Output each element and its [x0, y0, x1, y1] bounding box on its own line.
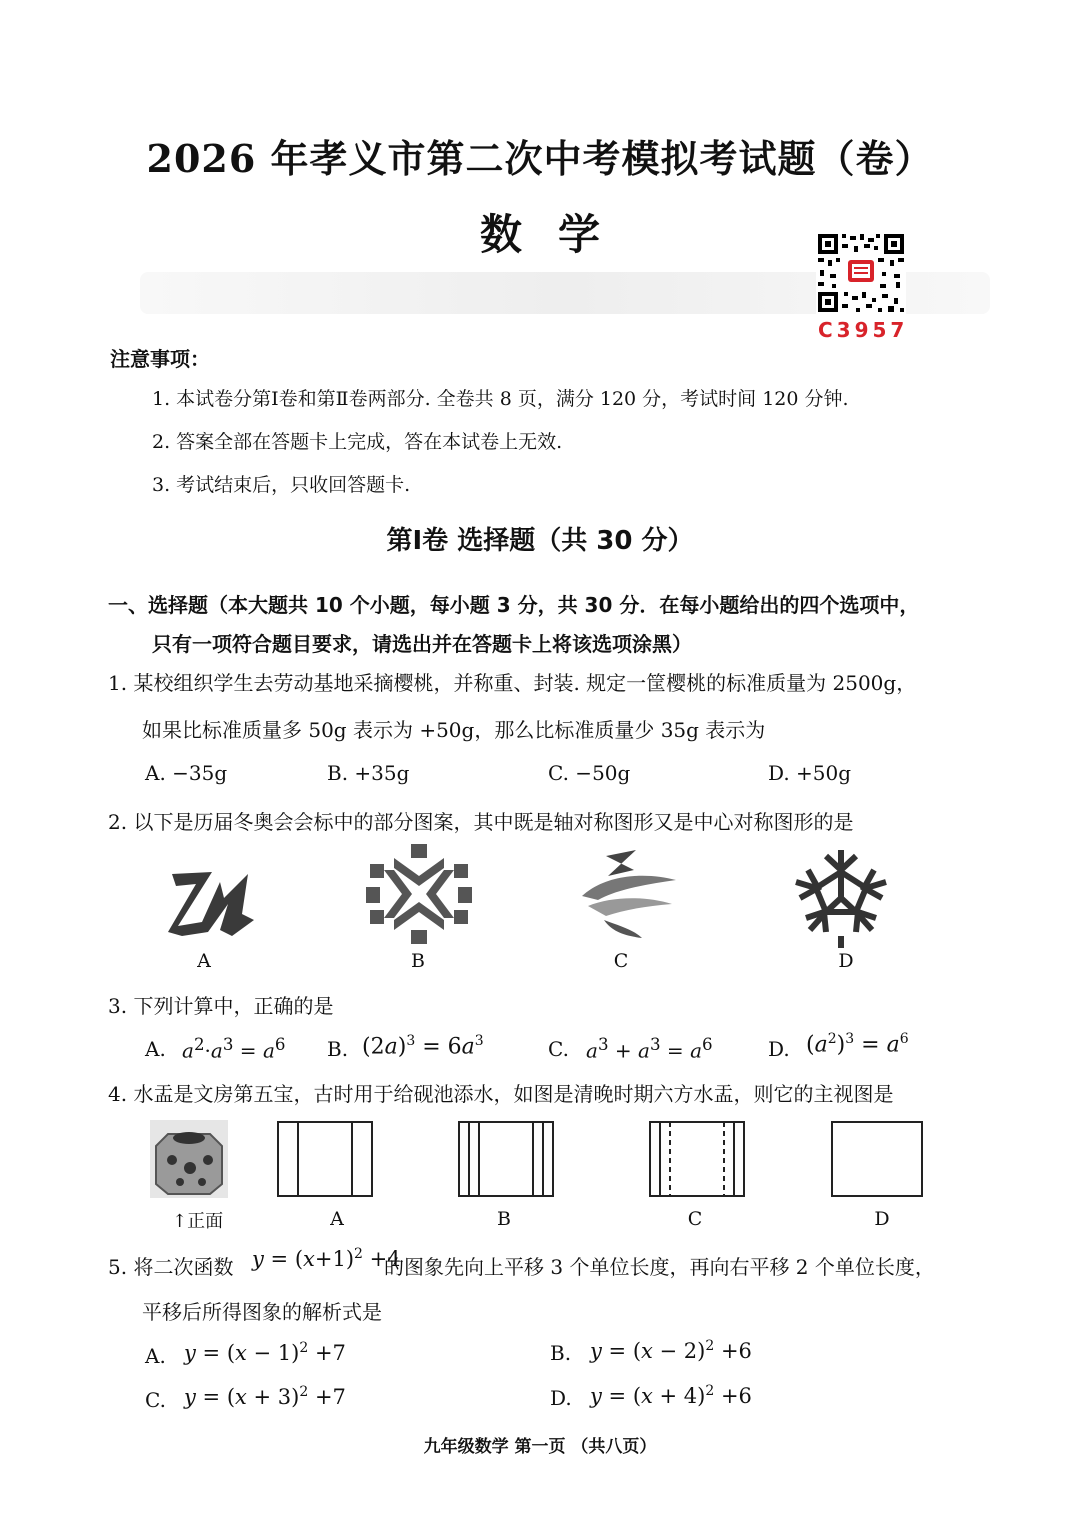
- question-1-line1: 1. 某校组织学生去劳动基地采摘樱桃，并称重、封装. 规定一筐樱桃的标准质量为 2500g，: [108, 671, 917, 695]
- question-3: 3. 下列计算中，正确的是: [108, 994, 334, 1018]
- section-heading: 第Ⅰ卷 选择题（共 30 分）: [386, 526, 694, 556]
- question-5-prefix: 5. 将二次函数: [108, 1255, 234, 1279]
- q1-option-b: B. +35g: [327, 761, 410, 785]
- q2-label-b: B: [411, 950, 425, 972]
- emblem-b-figure: [364, 842, 474, 946]
- notice-item-1: 1. 本试卷分第Ⅰ卷和第Ⅱ卷两部分. 全卷共 8 页，满分 120 分，考试时间 120 分钟.: [152, 388, 849, 410]
- subject-title: 数学: [479, 210, 636, 259]
- q5-option-c-label: C.: [145, 1388, 166, 1412]
- part-instructions-line2: 只有一项符合题目要求，请选出并在答题卡上将该选项涂黑）: [152, 632, 692, 656]
- q5-function-formula: $y = (x+1)^2 +4$: [252, 1246, 401, 1271]
- qr-code-label: C3957: [818, 318, 909, 342]
- part-instructions-line1: 一、选择题（本大题共 10 个小题，每小题 3 分，共 30 分．在每小题给出的四个选项中，: [108, 593, 920, 617]
- q4-option-d-figure: [830, 1120, 924, 1198]
- q3-option-c-label: C.: [548, 1037, 569, 1061]
- q3-option-d-formula: $(a^2)^3 = a^6$: [806, 1031, 909, 1058]
- q4-label-c: C: [687, 1208, 703, 1230]
- q1-option-c: C. −50g: [548, 761, 631, 785]
- q3-option-b-label: B.: [327, 1037, 349, 1061]
- q4-option-b-figure: [457, 1120, 555, 1198]
- notice-item-3: 3. 考试结束后，只收回答题卡.: [152, 474, 411, 496]
- q4-option-c-figure: [648, 1120, 746, 1198]
- emblem-c-figure: [576, 846, 680, 942]
- q4-option-a-figure: [276, 1120, 374, 1198]
- q4-label-d: D: [874, 1208, 890, 1230]
- q5-option-a-formula: $y = (x - 1)^2 +7$: [184, 1340, 346, 1365]
- q5-option-a-label: A.: [145, 1344, 166, 1368]
- water-pot-photo: [150, 1120, 228, 1198]
- q5-option-d-label: D.: [550, 1386, 572, 1410]
- page-footer: 九年级数学 第一页 （共八页）: [423, 1437, 657, 1457]
- q3-option-a-formula: $a^2\cdot a^3 = a^6$: [182, 1035, 286, 1063]
- q2-label-d: D: [838, 950, 854, 972]
- q1-option-a: A. −35g: [145, 761, 228, 785]
- q3-option-c-formula: $a^3 + a^3 = a^6$: [586, 1035, 713, 1063]
- qr-code: [816, 232, 906, 314]
- question-2: 2. 以下是历届冬奥会会标中的部分图案，其中既是轴对称图形又是中心对称图形的是: [108, 810, 854, 834]
- q5-option-b-formula: $y = (x - 2)^2 +6$: [590, 1338, 752, 1363]
- emblem-a-figure: [158, 860, 262, 942]
- q2-label-c: C: [613, 950, 629, 972]
- q1-option-d: D. +50g: [768, 761, 852, 785]
- q4-label-b: B: [497, 1208, 511, 1230]
- exam-title: 2026 年孝义市第二次中考模拟考试题（卷）: [146, 136, 934, 181]
- q2-label-a: A: [197, 950, 211, 972]
- question-1-line2: 如果比标准质量多 50g 表示为 +50g，那么比标准质量少 35g 表示为: [142, 718, 766, 742]
- front-view-label: ↑正面: [172, 1211, 224, 1232]
- question-5-suffix: 的图象先向上平移 3 个单位长度，再向右平移 2 个单位长度，: [384, 1255, 935, 1279]
- q5-option-c-formula: $y = (x + 3)^2 +7$: [184, 1384, 346, 1409]
- notice-item-2: 2. 答案全部在答题卡上完成，答在本试卷上无效.: [152, 431, 563, 453]
- q3-option-b-formula: $(2a)^3 = 6a^3$: [362, 1033, 484, 1060]
- q4-label-a: A: [330, 1208, 344, 1230]
- q3-option-a-label: A.: [145, 1037, 166, 1061]
- notice-heading: 注意事项：: [110, 347, 210, 371]
- q5-option-d-formula: $y = (x + 4)^2 +6$: [590, 1383, 752, 1408]
- question-5-line2: 平移后所得图象的解析式是: [142, 1300, 382, 1324]
- emblem-d-figure: [786, 842, 896, 950]
- q3-option-d-label: D.: [768, 1037, 790, 1061]
- question-4: 4. 水盂是文房第五宝，古时用于给砚池添水，如图是清晚时期六方水盂，则它的主视图是: [108, 1082, 894, 1106]
- q5-option-b-label: B.: [550, 1341, 572, 1365]
